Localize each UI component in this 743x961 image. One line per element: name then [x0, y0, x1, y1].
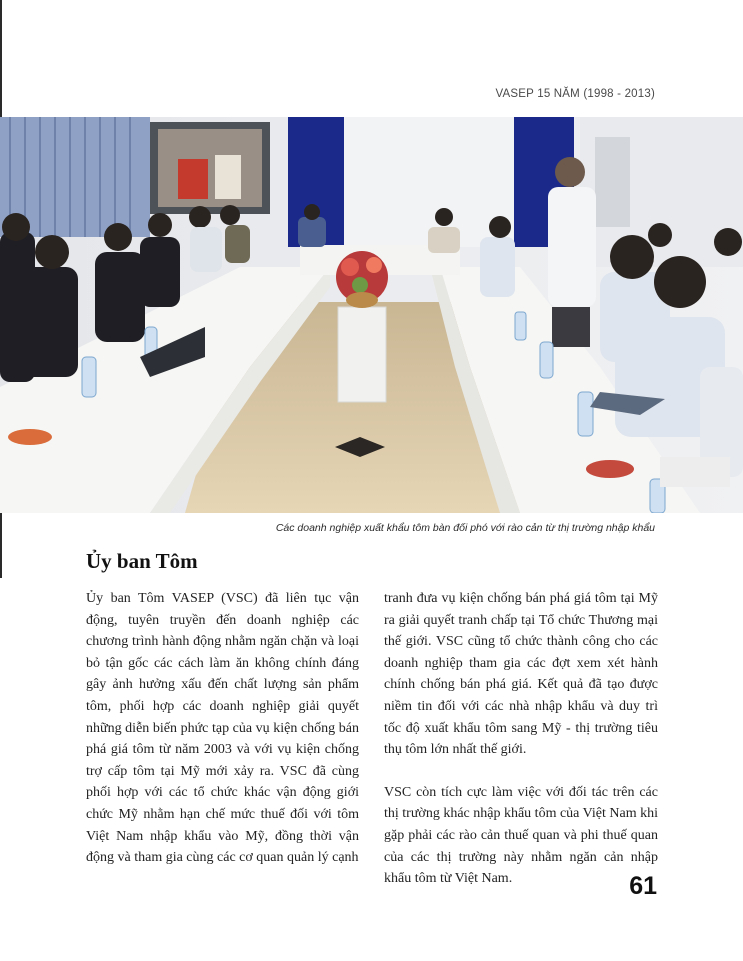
text-column-left — [86, 588, 359, 869]
meeting-photo — [0, 117, 743, 513]
body-paragraph-1-continued: tranh đưa vụ kiện chống bán phá giá tôm tại Mỹ ra giải quyết tranh chấp tại Tổ chức Thương mại thế giới. VSC cũng tổ chức thành công cho các doanh nghiệp tham gia các đợt xem xét hành chính chống bán phá giá. Kết quả đã tạo được niềm tin đối với các nhà nhập khẩu và duy trì tốc độ xuất khẩu tôm sang Mỹ - thị trường tiêu thụ tôm lớn nhất thế giới. — [384, 591, 658, 758]
body-paragraph-2: VSC còn tích cực làm việc với đối tác trên các thị trường khác nhập khẩu tôm của Việt Nam khi gặp phải các rào cản thuế quan và phi thuế quan của các thị trường này nhằm ngăn cản nhập khẩu tôm từ Việt Nam. — [384, 784, 658, 887]
body-paragraph-1: Ủy ban Tôm VASEP (VSC) đã liên tục vận động, tuyên truyền đến doanh nghiệp các chương trình hành động nhằm ngăn chặn và loại bỏ tận gốc các cách làm ăn không chính đáng gây ảnh hưởng xấu đến chất lượng sản phẩm tôm, phối hợp các doanh nghiệp giải quyết những diễn biến phức tạp của vụ kiện chống bán phá giá tôm từ năm 2003 và với vụ kiện chống trợ cấp tôm tại Mỹ mới xảy ra. VSC đã cùng phối hợp với các tổ chức khác vận động giới chức Mỹ nhằm hạn chế mức thuế đối với tôm Việt Nam nhập khẩu vào Mỹ, đồng thời vận động và tham gia cùng các cơ quan quản lý cạnh — [86, 591, 359, 866]
text-column-right — [384, 588, 658, 890]
photo-caption: Các doanh nghiệp xuất khẩu tôm bàn đối phó với rào cản từ thị trường nhập khẩu — [275, 522, 655, 534]
page-number: 61 — [629, 872, 657, 900]
running-header: VASEP 15 NĂM (1998 - 2013) — [495, 88, 655, 100]
section-title: Ủy ban Tôm — [86, 549, 198, 573]
